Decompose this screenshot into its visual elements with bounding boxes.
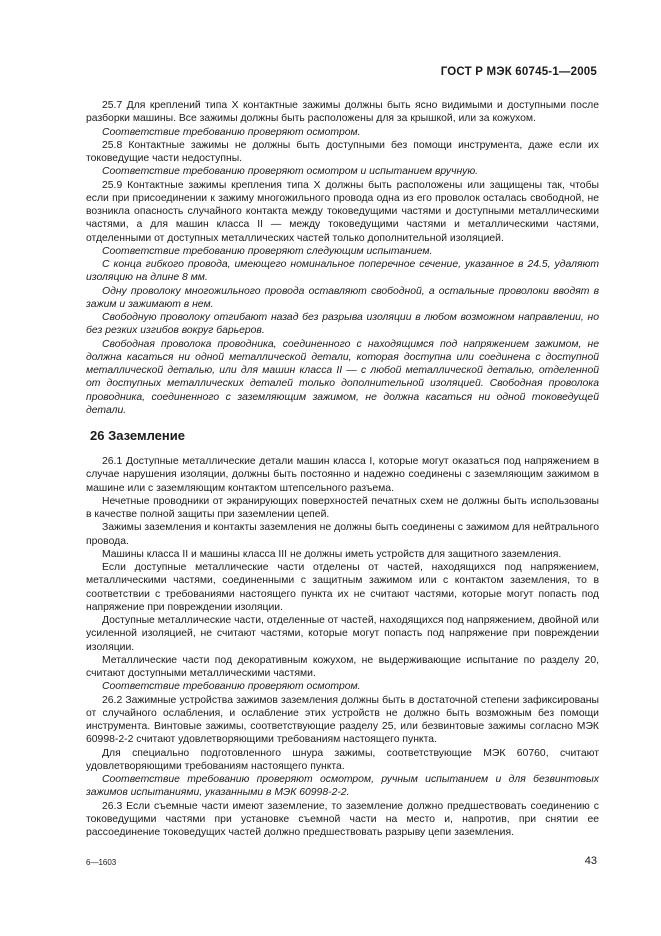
paragraph: Зажимы заземления и контакты заземления не должны быть соединены с зажимом для нейтрального провода. bbox=[86, 522, 599, 547]
paragraph: 26.1 Доступные металлические детали машин класса I, которые могут оказаться под напряжением в случае нарушения изоляции, должны быть постоянно и надежно соединены с заземляющим зажимом в машине или с заземляющим контактом штепсельного разъема. bbox=[86, 456, 599, 494]
paragraph: Соответствие требованию проверяют осмотром. bbox=[102, 126, 361, 138]
paragraph: Доступные металлические части, отделенные от частей, находящихся под напряжением, двойной или усиленной изоляцией, не считают частями, которые могут попасть под напряжение при повреждении изоляции. bbox=[86, 615, 599, 653]
section-26-paragraphs bbox=[86, 455, 599, 839]
section-25-paragraphs bbox=[86, 99, 599, 417]
paragraph: 25.9 Контактные зажимы крепления типа X должны быть расположены или защищены так, чтобы если при присоединении к зажиму многожильного провода одна из его проволок осталась свободной, не возникла опасность случайного контакта между токоведущими частями и доступными металлическими частями, а для машин класса II — между токоведущими частями и металлическими частями, отделенными от доступных металлических частей только дополнительной изоляцией. bbox=[86, 179, 599, 244]
paragraph: Если доступные металлические части отделены от частей, находящихся под напряжением, металлическими частями, соединенными с защитным зажимом или с контактом заземления, то в соответствии с требованиями настоящего пункта их не считают частями, которые могут попасть под напряжение при повреждении изоляции. bbox=[86, 562, 599, 613]
paragraph: Одну проволоку многожильного провода оставляют свободной, а остальные проволоки вводят в зажим и зажимают в нем. bbox=[86, 285, 599, 310]
paragraph: Нечетные проводники от экранирующих поверхностей печатных схем не должны быть использованы в качестве полной защиты при заземлении цепей. bbox=[86, 495, 599, 520]
paragraph: Для специально подготовленного шнура зажимы, соответствующие МЭК 60760, считают удовлетворяющими требованиям настоящего пункта. bbox=[86, 747, 599, 772]
paragraph: С конца гибкого провода, имеющего номинальное поперечное сечение, указанное в 24.5, удаляют изоляцию на длине 8 мм. bbox=[86, 259, 599, 284]
paragraph: 26.3 Если съемные части имеют заземление, то заземление должно предшествовать соединению с токоведущими частями при установке съемной части на место и, напротив, при снятии ее рассоединение токоведущих частей должно предшествовать разрыву цепи заземления. bbox=[86, 800, 599, 838]
document-body bbox=[86, 99, 599, 839]
paragraph: Соответствие требованию проверяют осмотром, ручным испытанием и для безвинтовых зажимов испытаниями, указанными в МЭК 60998-2-2. bbox=[86, 774, 599, 799]
paragraph: 25.8 Контактные зажимы не должны быть доступными без помощи инструмента, даже если их токоведущие части недоступны. bbox=[86, 139, 599, 164]
paragraph: Машины класса II и машины класса III не должны иметь устройств для защитного заземления. bbox=[102, 548, 562, 560]
section-heading: 26 Заземление bbox=[90, 428, 185, 443]
paragraph: 25.7 Для креплений типа X контактные зажимы должны быть ясно видимыми и доступными после разборки машины. Все зажимы должны быть расположены для за крышкой, или за кожухом. bbox=[86, 100, 599, 125]
paragraph: Металлические части под декоративным кожухом, не выдерживающие испытание по разделу 20, считают доступными металлическими частями. bbox=[86, 654, 599, 679]
footer-code: 6—1603 bbox=[86, 858, 117, 867]
paragraph: Соответствие требованию проверяют следующим испытанием. bbox=[102, 245, 433, 257]
paragraph: Свободная проволока проводника, соединенного с находящимся под напряжением зажимом, не должна касаться ни одной металлической детали, которая доступна или соединена с доступной металлической деталью, или для машин класса II — с любой металлической деталью, отделенной от доступных металлических деталей только дополнительной изоляцией. Свободная проволока проводника, соединенного с заземляющим зажимом, не должна касаться ни одной токоведущей детали. bbox=[86, 338, 599, 416]
paragraph: 26.2 Зажимные устройства зажимов заземления должны быть в достаточной степени зафиксированы от случайного ослабления, и ослабление этих устройств не должно быть возможным без помощи инструмента. Винтовые зажимы, соответствующие разделу 25, или безвинтовые зажимы согласно МЭК 60998-2-2 считают удовлетворяющими требованиям настоящего пункта. bbox=[86, 694, 599, 746]
paragraph: Свободную проволоку отгибают назад без разрыва изоляции в любом возможном направлении, но без резких изгибов вокруг барьеров. bbox=[86, 312, 599, 337]
paragraph: Соответствие требованию проверяют осмотром и испытанием вручную. bbox=[102, 166, 479, 178]
document-header: ГОСТ Р МЭК 60745-1—2005 bbox=[440, 66, 597, 78]
paragraph: Соответствие требованию проверяют осмотром. bbox=[102, 681, 361, 693]
page-number: 43 bbox=[584, 855, 597, 867]
